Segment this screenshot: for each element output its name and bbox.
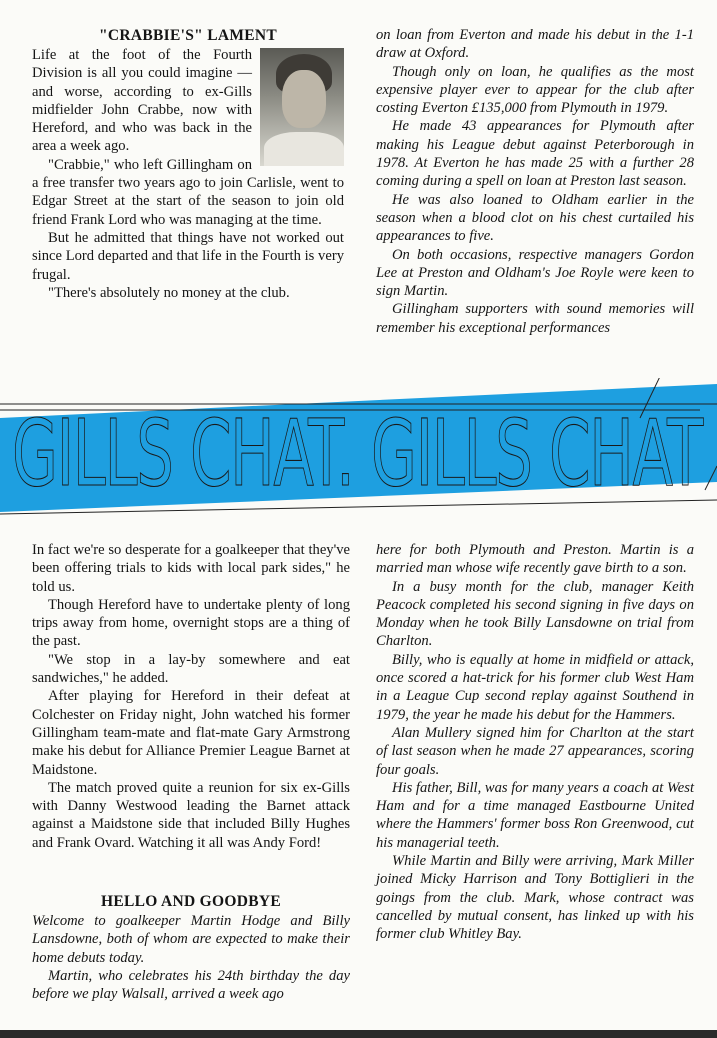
crabbie-paragraph: Though Hereford have to undertake plenty of long trips away from home, overnight stops are a thing of the past. [32, 596, 350, 650]
hodge-paragraph: on loan from Everton and made his debut in the 1-1 draw at Oxford. [376, 27, 694, 62]
hello-goodbye-heading: HELLO AND GOODBYE [101, 893, 281, 911]
lansdowne-paragraph: Billy, who is equally at home in midfield or attack, once scored a hat-trick for his former club West Ham in a League Cup second replay against Southend in 1979, the year he made his debut for the Hammers. [376, 651, 694, 723]
crabbie-paragraph: "There's absolutely no money at the club. [48, 284, 290, 301]
crabbie-paragraph: In fact we're so desperate for a goalkeeper that they've been offering trials to kids with local park sides," he told us. [32, 542, 350, 595]
lansdowne-paragraph: Alan Mullery signed him for Charlton at the start of last season when he made 27 appearances, scoring four goals. [376, 724, 694, 778]
page-bottom-edge [0, 1030, 717, 1038]
crabbie-paragraph: But he admitted that things have not worked out since Lord departed and that life in the Fourth is very frugal. [32, 229, 344, 283]
crabbie-paragraph: After playing for Hereford in their defeat at Colchester on Friday night, John watched his former Gillingham team-mate and flat-mate Gary Armstrong make his debut for Alliance Premier League Barnet at Maidstone. [32, 688, 350, 778]
player-photo [260, 48, 344, 166]
hodge-article-continued [376, 26, 694, 337]
crabbie-article-continued [32, 541, 350, 1004]
lansdowne-paragraph: In a busy month for the club, manager Keith Peacock completed his second signing in five days on Monday when he took Billy Lansdowne on trial from Charlton. [376, 578, 694, 650]
hodge-paragraph: Gillingham supporters with sound memories will remember his exceptional performances [376, 301, 694, 336]
hodge-paragraph: He was also loaned to Oldham earlier in the season when a blood clot on his chest curtailed his appearances to five. [376, 191, 694, 245]
crabbie-paragraph: The match proved quite a reunion for six ex-Gills with Danny Westwood leading the Barnet attack against a Maidstone side that included Billy Hughes and Frank Ovard. Watching it all was Andy Ford! [32, 779, 350, 851]
banner-text: GILLS CHAT. GILLS CHAT [12, 400, 704, 507]
crabbie-article [32, 26, 344, 302]
hodge-paragraph: On both occasions, respective managers Gordon Lee at Preston and Oldham's Joe Royle were keen to sign Martin. [376, 246, 694, 300]
lansdowne-paragraph: His father, Bill, was for many years a coach at West Ham and for a time managed Eastbourne United where the Hammers' former boss Ron Greenwood, cut his managerial teeth. [376, 779, 694, 851]
hodge-paragraph: Though only on loan, he qualifies as the most expensive player ever to appear for the club after costing Everton £135,000 from Plymouth in 1979. [376, 63, 694, 117]
hodge-paragraph: here for both Plymouth and Preston. Martin is a married man whose wife recently gave birth to a son. [376, 542, 694, 577]
hodge-paragraph: He made 43 appearances for Plymouth after making his League debut against Peterborough in 1978. At Everton he has made 25 with a further 28 coming during a spell on loan at Preston last season. [376, 118, 694, 190]
hodge-lansdowne-article [376, 541, 694, 944]
gills-chat-banner [0, 378, 717, 518]
crabbie-paragraph: "We stop in a lay-by somewhere and eat sandwiches," he added. [32, 651, 350, 687]
crabbie-heading: "CRABBIE'S" LAMENT [98, 27, 278, 44]
miller-paragraph: While Martin and Billy were arriving, Mark Miller joined Micky Harrison and Tony Bottiglieri in the goings from the club. Mark, whose contract was cancelled by mutual consent, has linked up with his former club Whitley Bay. [376, 853, 694, 943]
crabbie-paragraph: Life at the foot of the Fourth Division is all you could imagine — and worse, according to ex-Gills midfielder John Crabbe, now with Hereford, and who was back in the area a week ago. [32, 47, 252, 155]
hello-paragraph: Martin, who celebrates his 24th birthday the day before we play Walsall, arrived a week ago [32, 967, 350, 1003]
hello-paragraph: Welcome to goalkeeper Martin Hodge and Billy Lansdowne, both of whom are expected to make their home debuts today. [32, 913, 350, 966]
crabbie-paragraph: "Crabbie," who left Gillingham on a free transfer two years ago to join Carlisle, went to Edgar Street at the start of the season to join old friend Frank Lord who was managing at the time. [32, 156, 344, 228]
